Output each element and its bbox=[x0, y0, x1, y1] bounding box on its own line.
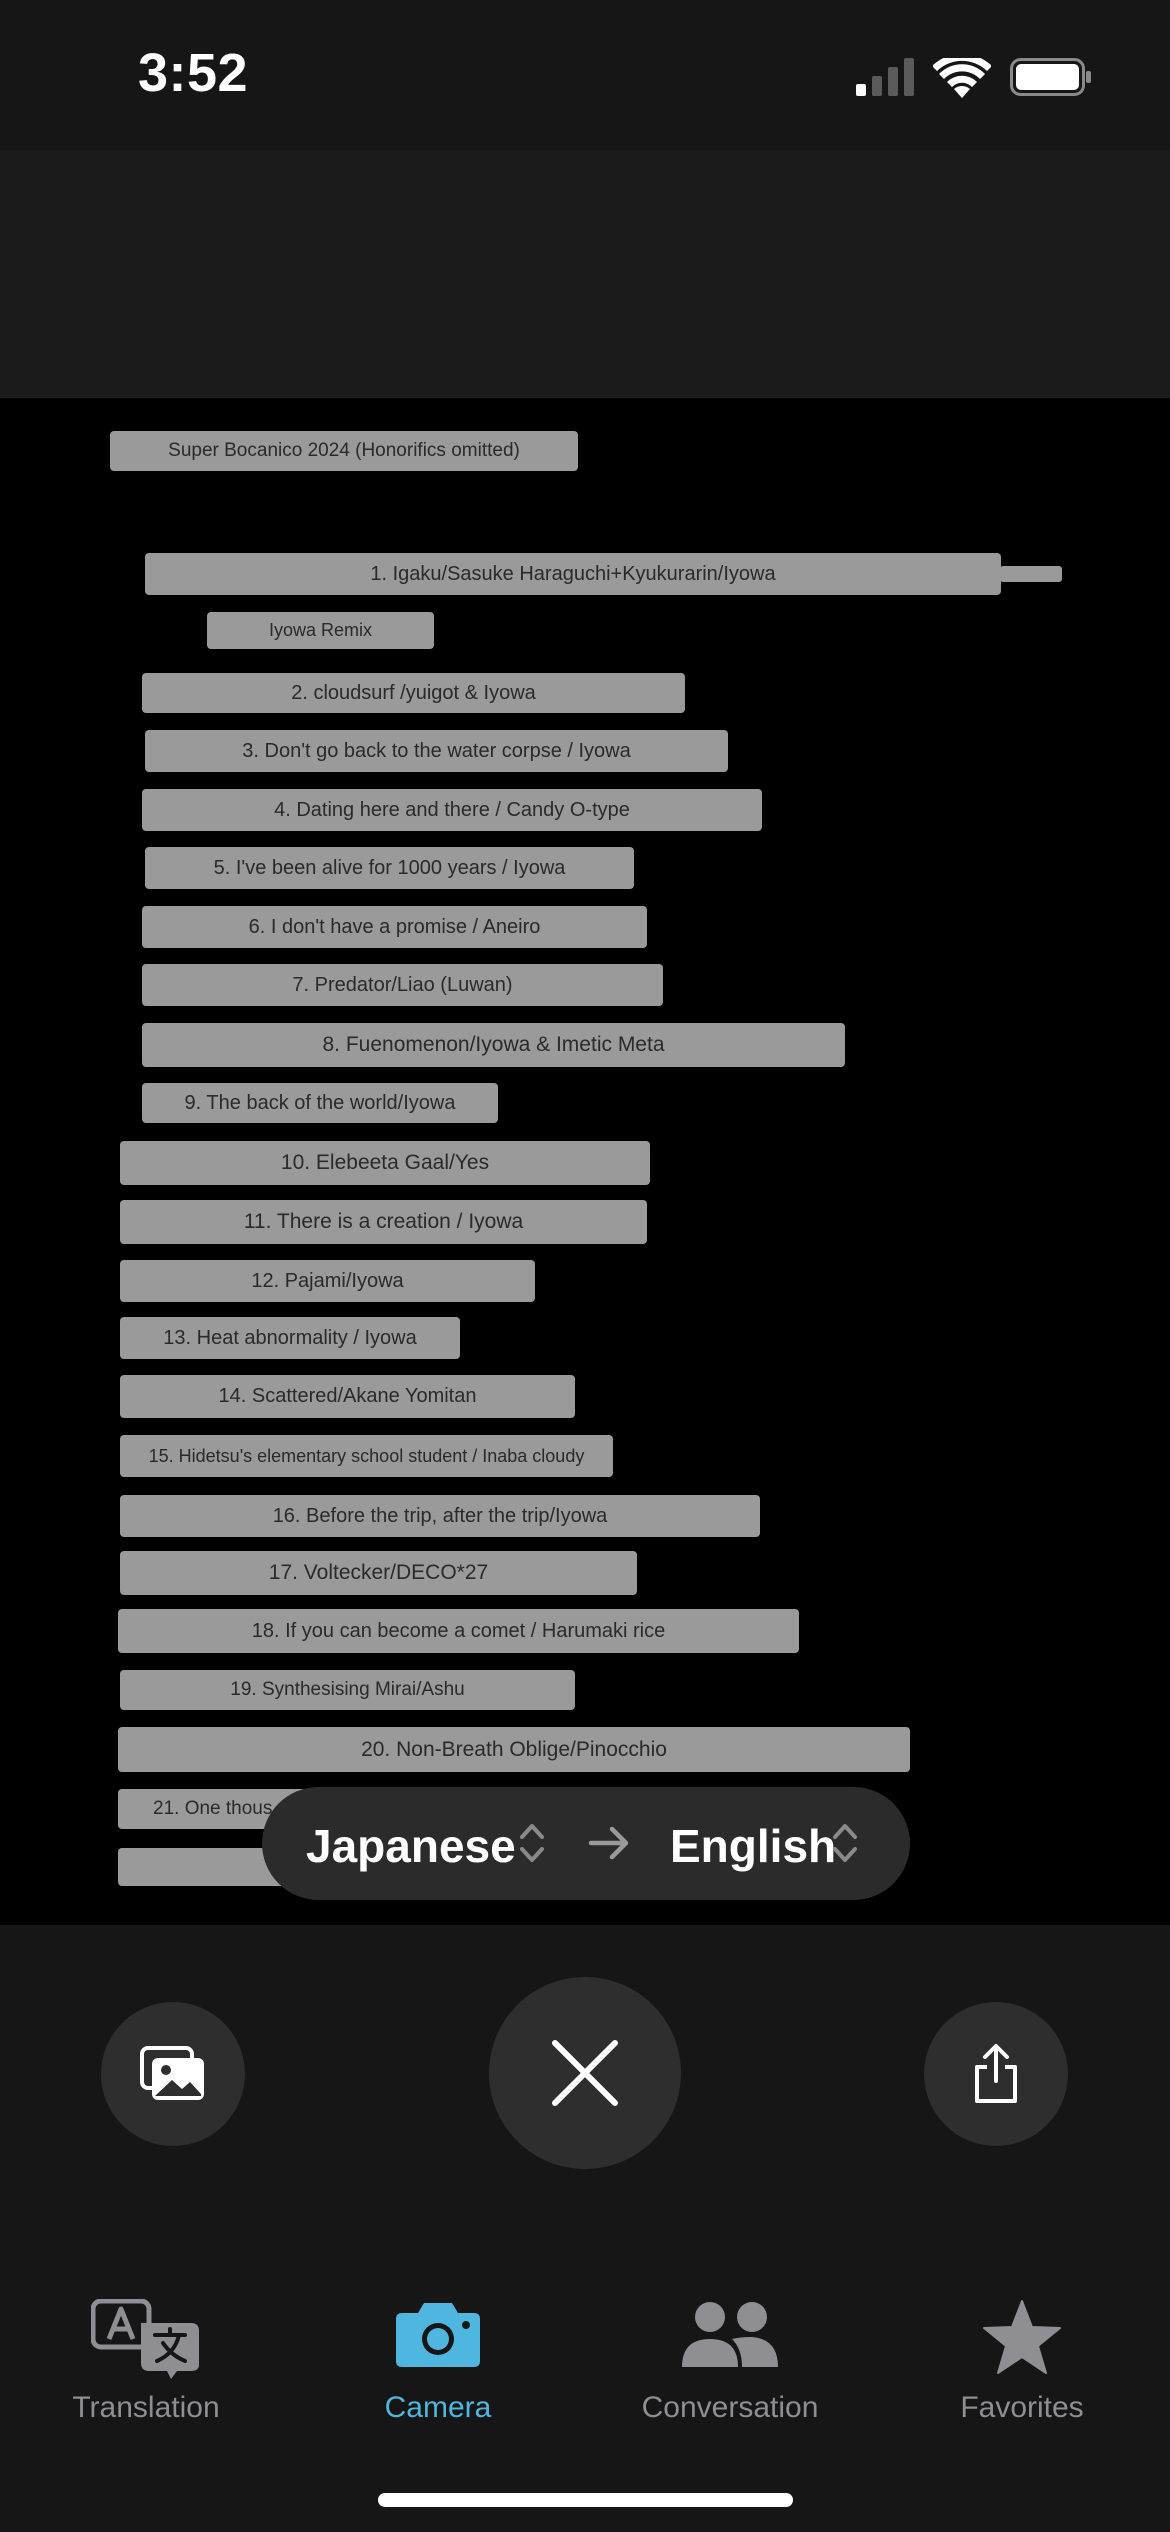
tab-translation-label: Translation bbox=[72, 2391, 220, 2424]
track-line-1: 1. Igaku/Sasuke Haraguchi+Kyukurarin/Iyowa bbox=[145, 553, 1001, 595]
cellular-signal-icon bbox=[856, 58, 916, 96]
track-line-15: 15. Hidetsu's elementary school student / Inaba cloudy bbox=[120, 1435, 613, 1477]
tab-bar bbox=[0, 2255, 1170, 2532]
track-line-11: 11. There is a creation / Iyowa bbox=[120, 1200, 647, 1244]
track-line-5: 5. I've been alive for 1000 years / Iyowa bbox=[145, 847, 634, 889]
track-line-14: 14. Scattered/Akane Yomitan bbox=[120, 1375, 575, 1418]
tab-favorites-label: Favorites bbox=[960, 2391, 1084, 2424]
track-line-10: 10. Elebeeta Gaal/Yes bbox=[120, 1141, 650, 1185]
ocr-fragment bbox=[1000, 566, 1062, 582]
home-indicator[interactable] bbox=[378, 2493, 793, 2507]
track-line-21: 21. One thous bbox=[118, 1789, 318, 1829]
tab-camera-label: Camera bbox=[384, 2391, 492, 2424]
chevron-updown-icon[interactable] bbox=[830, 1819, 860, 1867]
arrow-right-icon bbox=[588, 1823, 632, 1863]
people-icon bbox=[680, 2299, 780, 2369]
close-button[interactable] bbox=[489, 1977, 681, 2169]
status-bar bbox=[0, 0, 1170, 150]
track-line-3: 3. Don't go back to the water corpse / Iyowa bbox=[145, 730, 728, 772]
track-line-19: 19. Synthesising Mirai/Ashu bbox=[120, 1670, 575, 1710]
track-line-16: 16. Before the trip, after the trip/Iyowa bbox=[120, 1495, 760, 1537]
track-line-17: 17. Voltecker/DECO*27 bbox=[120, 1551, 637, 1595]
track-line-13: 13. Heat abnormality / Iyowa bbox=[120, 1317, 460, 1359]
wifi-icon bbox=[933, 58, 991, 98]
close-icon bbox=[550, 2038, 620, 2108]
track-line-7: 7. Predator/Liao (Luwan) bbox=[142, 964, 663, 1006]
track-line-12: 12. Pajami/Iyowa bbox=[120, 1260, 535, 1302]
camera-icon bbox=[394, 2299, 482, 2369]
photo-library-button[interactable] bbox=[101, 2002, 245, 2146]
track-line-1-remix: Iyowa Remix bbox=[207, 612, 434, 649]
chevron-updown-icon[interactable] bbox=[517, 1819, 547, 1867]
target-language-button[interactable]: English bbox=[670, 1820, 837, 1872]
tab-conversation[interactable] bbox=[584, 2255, 876, 2455]
tab-conversation-label: Conversation bbox=[641, 2391, 819, 2424]
tab-favorites[interactable] bbox=[876, 2255, 1168, 2455]
photo-library-icon bbox=[140, 2046, 206, 2102]
track-line-9: 9. The back of the world/Iyowa bbox=[142, 1083, 498, 1123]
source-language-button[interactable]: Japanese bbox=[306, 1820, 516, 1872]
tab-camera[interactable] bbox=[292, 2255, 584, 2455]
document-title: Super Bocanico 2024 (Honorifics omitted) bbox=[110, 431, 578, 471]
translate-icon bbox=[91, 2299, 201, 2379]
camera-controls bbox=[0, 1925, 1170, 2255]
share-icon bbox=[971, 2043, 1021, 2105]
camera-viewport bbox=[0, 398, 1170, 1925]
tab-translation[interactable] bbox=[0, 2255, 292, 2455]
status-time: 3:52 bbox=[138, 43, 249, 103]
track-line-6: 6. I don't have a promise / Aneiro bbox=[142, 906, 647, 948]
battery-icon bbox=[1010, 58, 1092, 96]
star-icon bbox=[982, 2299, 1062, 2375]
track-line-20: 20. Non-Breath Oblige/Pinocchio bbox=[118, 1727, 910, 1772]
track-line-4: 4. Dating here and there / Candy O-type bbox=[142, 789, 762, 831]
camera-preview-top bbox=[0, 150, 1170, 398]
language-selector bbox=[262, 1787, 910, 1900]
share-button[interactable] bbox=[924, 2002, 1068, 2146]
track-line-2: 2. cloudsurf /yuigot & Iyowa bbox=[142, 673, 685, 713]
track-line-8: 8. Fuenomenon/Iyowa & Imetic Meta bbox=[142, 1023, 845, 1067]
track-line-18: 18. If you can become a comet / Harumaki rice bbox=[118, 1609, 799, 1653]
